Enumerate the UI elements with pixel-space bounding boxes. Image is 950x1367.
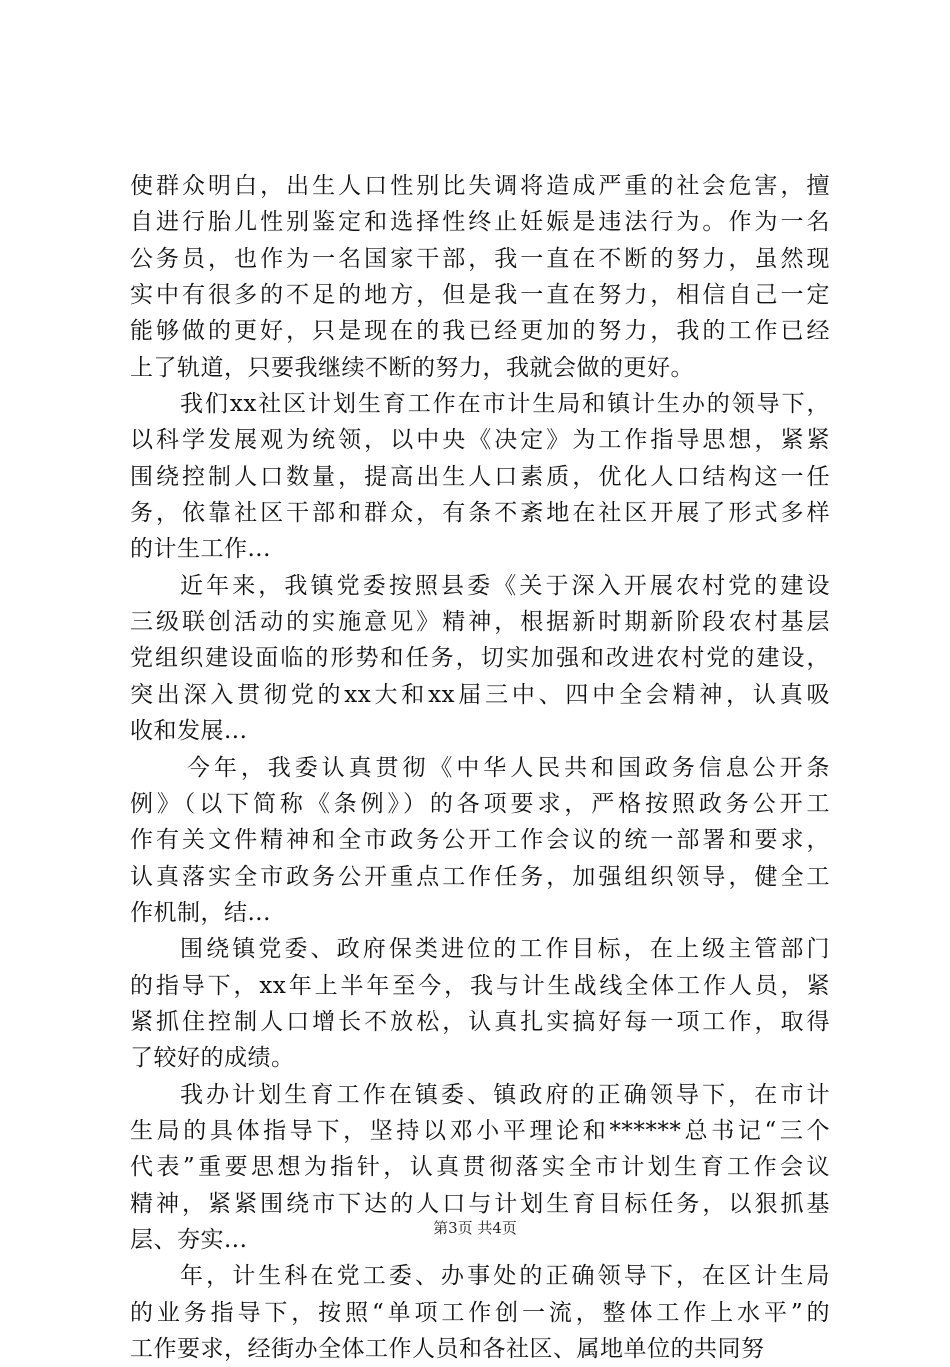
paragraph-line: 作机制，结...: [130, 899, 271, 926]
paragraph-line: 层、夯实...: [130, 1226, 248, 1253]
paragraph-line: 突出深入贯彻党的xx大和xx届三中、四中全会精神，认真吸: [130, 681, 830, 708]
paragraph-line: 作有关文件精神和全市政务公开工作会议的统一部署和要求，: [130, 827, 830, 854]
paragraph: [130, 931, 830, 1076]
paragraph-line: 公务员，也作为一名国家干部，我一直在不断的努力，虽然现: [130, 245, 830, 272]
paragraph-line: 收和发展...: [130, 718, 248, 745]
document-body: [130, 168, 830, 1367]
paragraph: [130, 750, 830, 932]
paragraph-line: 了较好的成绩。: [130, 1045, 295, 1072]
page-number-footer: 第3页 共4页: [433, 1219, 517, 1237]
paragraph-line: 紧抓住控制人口增长不放松，认真扎实搞好每一项工作，取得: [130, 1008, 830, 1035]
paragraph: [130, 1258, 830, 1367]
paragraph-line: 上了轨道，只要我继续不断的努力，我就会做的更好。: [130, 354, 694, 381]
paragraph-line: 我办计划生育工作在镇委、镇政府的正确领导下，在市计: [180, 1081, 830, 1108]
paragraph-line: 工作要求，经街办全体工作人员和各社区、属地单位的共同努: [130, 1336, 765, 1362]
paragraph-line: 今年，我委认真贯彻《中华人民共和国政务信息公开条: [187, 754, 830, 781]
paragraph-line: 的计生工作...: [130, 536, 271, 563]
paragraph-line: 的业务指导下，按照“单项工作创一流，整体工作上水平”的: [130, 1299, 830, 1326]
paragraph-line: 近年来，我镇党委按照县委《关于深入开展农村党的建设: [180, 572, 830, 599]
paragraph-line: 例》（以下简称《条例》）的各项要求，严格按照政务公开工: [130, 790, 830, 817]
paragraph: [130, 568, 830, 750]
paragraph-line: 三级联创活动的实施意见》精神，根据新时期新阶段农村基层: [130, 609, 830, 636]
paragraph-line: 使群众明白，出生人口性别比失调将造成严重的社会危害，擅: [130, 173, 830, 199]
paragraph-line: 围绕控制人口数量，提高出生人口素质，优化人口结构这一任: [130, 463, 830, 490]
paragraph-line: 代表”重要思想为指针，认真贯彻落实全市计划生育工作会议: [130, 1154, 830, 1181]
paragraph-line: 务，依靠社区干部和群众，有条不紊地在社区开展了形式多样: [130, 500, 830, 527]
paragraph-line: 实中有很多的不足的地方，但是我一直在努力，相信自己一定: [130, 282, 830, 309]
paragraph: [130, 386, 830, 568]
paragraph: [130, 168, 830, 386]
paragraph-line: 自进行胎儿性别鉴定和选择性终止妊娠是违法行为。作为一名: [130, 209, 830, 236]
paragraph-line: 以科学发展观为统领，以中央《决定》为工作指导思想，紧紧: [130, 427, 830, 454]
paragraph-line: 精神，紧紧围绕市下达的人口与计划生育目标任务，以狠抓基: [130, 1190, 830, 1217]
paragraph-line: 认真落实全市政务公开重点工作任务，加强组织领导，健全工: [130, 863, 830, 890]
paragraph-line: 党组织建设面临的形势和任务，切实加强和改进农村党的建设，: [130, 645, 830, 672]
paragraph-line: 能够做的更好，只是现在的我已经更加的努力，我的工作已经: [130, 318, 830, 345]
paragraph-line: 我们xx社区计划生育工作在市计生局和镇计生办的领导下，: [180, 391, 830, 418]
paragraph-line: 年，计生科在党工委、办事处的正确领导下，在区计生局: [180, 1263, 830, 1290]
paragraph-line: 围绕镇党委、政府保类进位的工作目标，在上级主管部门: [180, 936, 830, 963]
paragraph-line: 生局的具体指导下，坚持以邓小平理论和******总书记“三个: [130, 1117, 830, 1144]
paragraph-line: 的指导下，xx年上半年至今，我与计生战线全体工作人员，紧: [130, 972, 830, 999]
